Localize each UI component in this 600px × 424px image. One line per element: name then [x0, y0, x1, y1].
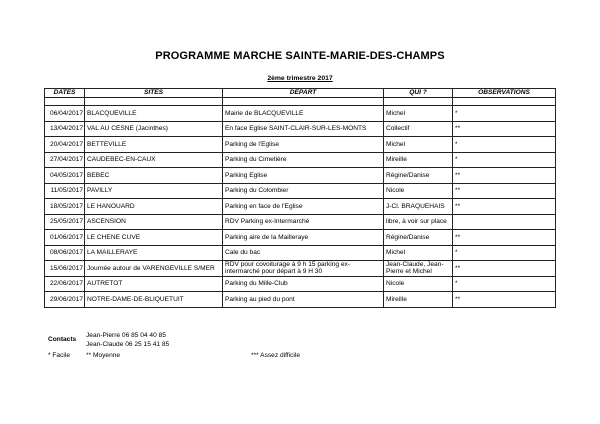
cell-depart: Parking du Colombier	[223, 183, 384, 199]
cell-site: VAL AU CESNE (Jacinthes)	[85, 121, 223, 137]
cell-date: 04/05/2017	[45, 168, 85, 184]
cell-depart: RDV pour covoiturage à 9 h 15 parking ex-intermarché pour départ à 9 H 30	[223, 261, 384, 277]
cell-site: BETTEVILLE	[85, 137, 223, 153]
table-row	[45, 230, 556, 246]
cell-observations: *	[453, 245, 556, 261]
cell-date: 08/06/2017	[45, 245, 85, 261]
cell-observations	[453, 214, 556, 230]
cell-date: 11/05/2017	[45, 183, 85, 199]
table-row	[45, 183, 556, 199]
cell-date: 29/06/2017	[45, 292, 85, 308]
cell-site: BLACQUEVILLE	[85, 106, 223, 122]
cell-qui: Jean-Claude, Jean-Pierre et Michel	[384, 261, 453, 277]
cell-observations: **	[453, 261, 556, 277]
table-row	[45, 137, 556, 153]
cell-site: BEBEC	[85, 168, 223, 184]
cell-observations: **	[453, 199, 556, 215]
cell-qui: libre, à voir sur place	[384, 214, 453, 230]
cell-site: LA MAILLERAYE	[85, 245, 223, 261]
cell-date: 13/04/2017	[45, 121, 85, 137]
table-row	[45, 245, 556, 261]
table-row	[45, 121, 556, 137]
cell-date: 25/05/2017	[45, 214, 85, 230]
cell-site: PAVILLY	[85, 183, 223, 199]
cell-observations: **	[453, 230, 556, 246]
table-header-row	[45, 89, 556, 98]
legend-difficile: *** Assez difficile	[251, 352, 300, 359]
cell-depart: En face Eglise SAINT-CLAIR-SUR-LES-MONTS	[223, 121, 384, 137]
cell-depart: RDV Parking ex-Intermarché	[223, 214, 384, 230]
spacer-cell	[85, 98, 223, 106]
cell-date: 22/06/2017	[45, 276, 85, 292]
cell-site: Journée autour de VARENGEVILLE S/MER	[85, 261, 223, 277]
spacer-cell	[45, 98, 85, 106]
cell-depart: Parking du Cimetière	[223, 152, 384, 168]
cell-observations: *	[453, 106, 556, 122]
cell-observations: *	[453, 276, 556, 292]
header-sites: SITES	[85, 89, 223, 98]
cell-depart: Cale du bac	[223, 245, 384, 261]
table-row	[45, 152, 556, 168]
header-dates: DATES	[45, 89, 85, 98]
cell-observations: **	[453, 292, 556, 308]
spacer-cell	[223, 98, 384, 106]
cell-qui: Régine/Danise	[384, 168, 453, 184]
cell-depart: Parking en face de l'Eglise	[223, 199, 384, 215]
cell-depart: Parking du Mille-Club	[223, 276, 384, 292]
contact-jean-claude: Jean-Claude 06 25 15 41 85	[86, 341, 170, 348]
cell-observations: **	[453, 183, 556, 199]
table-row	[45, 214, 556, 230]
legend-moyenne: ** Moyenne	[86, 352, 121, 359]
cell-date: 06/04/2017	[45, 106, 85, 122]
table-row	[45, 292, 556, 308]
spacer-cell	[453, 98, 556, 106]
document-subtitle: 2ème trimestre 2017	[267, 75, 333, 82]
cell-site: LE HANOUARD	[85, 199, 223, 215]
cell-qui: Michel	[384, 245, 453, 261]
cell-qui: Collectif	[384, 121, 453, 137]
table-row	[45, 199, 556, 215]
cell-qui: Mireille	[384, 292, 453, 308]
cell-depart: Parking au pied du pont	[223, 292, 384, 308]
cell-observations: *	[453, 152, 556, 168]
header-observations: OBSERVATIONS	[453, 89, 556, 98]
cell-depart: Parking Eglise	[223, 168, 384, 184]
table-row	[45, 106, 556, 122]
cell-qui: Nicole	[384, 276, 453, 292]
header-qui: QUI ?	[384, 89, 453, 98]
table-body	[45, 98, 556, 308]
cell-site: NOTRE-DAME-DE-BLIQUETUIT	[85, 292, 223, 308]
table-row	[45, 261, 556, 277]
cell-qui: Nicole	[384, 183, 453, 199]
cell-qui: Mireille	[384, 152, 453, 168]
legend-facile: * Facile	[48, 352, 70, 359]
cell-qui: Michel	[384, 137, 453, 153]
cell-date: 01/06/2017	[45, 230, 85, 246]
cell-qui: J-Cl. BRAQUEHAIS	[384, 199, 453, 215]
table-row	[45, 276, 556, 292]
cell-observations: **	[453, 168, 556, 184]
header-depart: DÉPART	[223, 89, 384, 98]
table-spacer-row	[45, 98, 556, 106]
document-title: PROGRAMME MARCHE SAINTE-MARIE-DES-CHAMPS	[155, 50, 445, 62]
program-table	[44, 88, 556, 308]
cell-qui: Régine/Danise	[384, 230, 453, 246]
cell-date: 27/04/2017	[45, 152, 85, 168]
cell-date: 18/05/2017	[45, 199, 85, 215]
spacer-cell	[384, 98, 453, 106]
contacts-label: Contacts	[48, 336, 77, 343]
cell-date: 20/04/2017	[45, 137, 85, 153]
cell-site: LE CHENE CUVE	[85, 230, 223, 246]
cell-site: CAUDEBEC-EN-CAUX	[85, 152, 223, 168]
cell-observations: **	[453, 121, 556, 137]
cell-observations: *	[453, 137, 556, 153]
contact-jean-pierre: Jean-Pierre 06 85 04 40 85	[86, 332, 166, 339]
cell-depart: Mairie de BLACQUEVILLE	[223, 106, 384, 122]
cell-qui: Michel	[384, 106, 453, 122]
cell-site: ASCENSION	[85, 214, 223, 230]
cell-date: 15/06/2017	[45, 261, 85, 277]
cell-depart: Parking aire de la Mailleraye	[223, 230, 384, 246]
cell-depart: Parking de l'Eglise	[223, 137, 384, 153]
cell-site: AUTRETOT	[85, 276, 223, 292]
table-row	[45, 168, 556, 184]
